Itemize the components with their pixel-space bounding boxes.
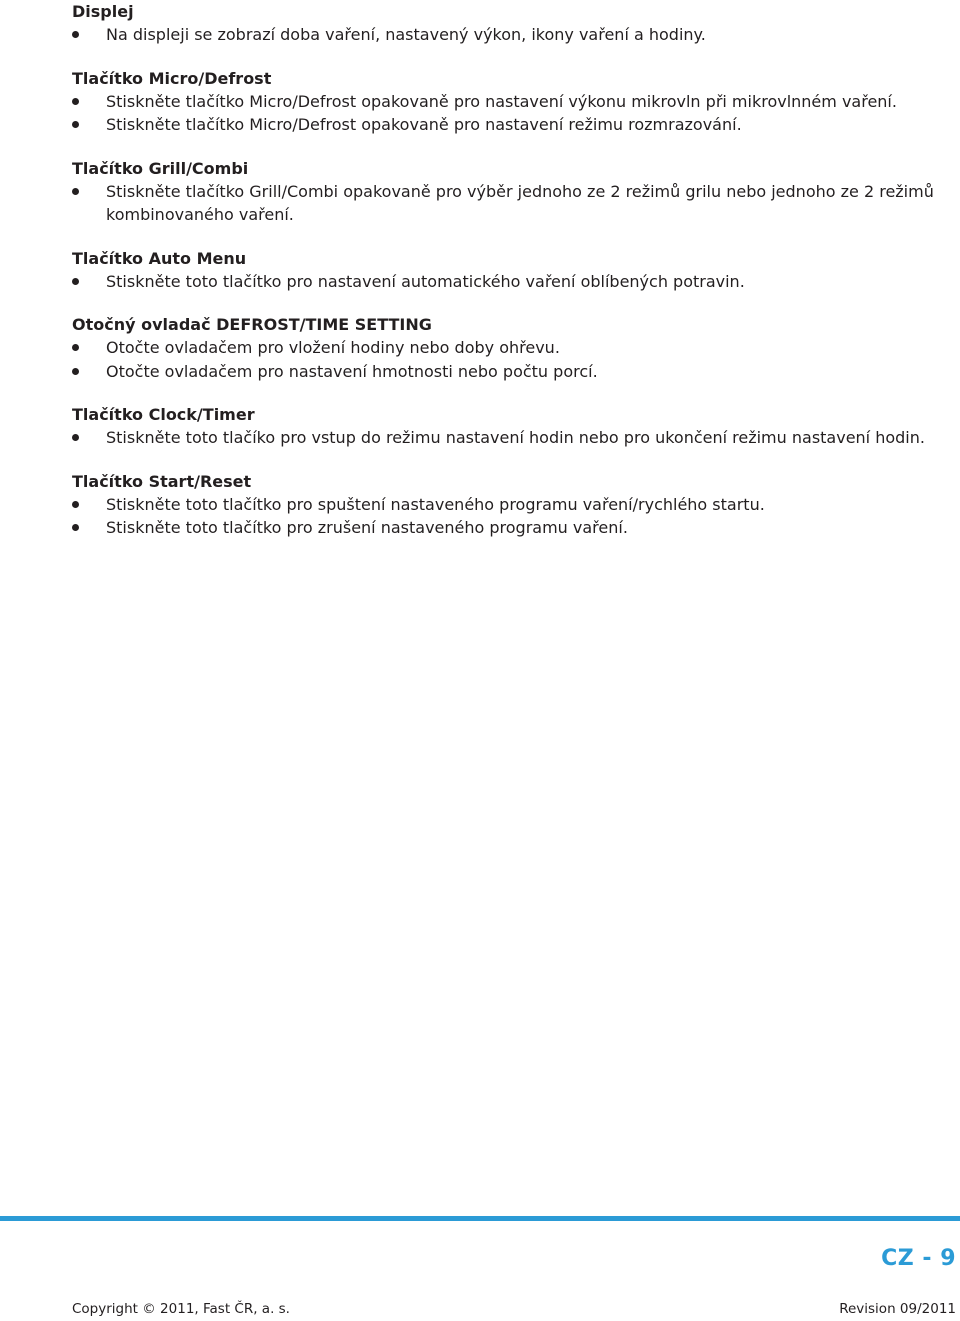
bullet-icon (72, 278, 79, 285)
revision-label: Revision 09/2011 (839, 1301, 956, 1317)
section-heading: Tlačítko Grill/Combi (72, 158, 249, 178)
list-item-text: Otočte ovladačem pro nastavení hmotnosti nebo počtu porcí. (106, 361, 598, 381)
section-defrost-time-setting (72, 313, 960, 383)
section-grill-combi (72, 157, 960, 227)
list-item (72, 426, 960, 450)
footer-divider (0, 1216, 960, 1221)
bullet-list (72, 426, 960, 450)
section-heading: Otočný ovladač DEFROST/TIME SETTING (72, 315, 432, 334)
list-item-text: Stiskněte tlačítko Micro/Defrost opakovaně pro nastavení výkonu mikrovln při mikrovlnném vaření. (106, 91, 897, 111)
section-heading: Tlačítko Auto Menu (72, 248, 247, 268)
list-item-text: Stiskněte toto tlačíko pro vstup do režimu nastavení hodin nebo pro ukončení režimu nastavení hodin. (106, 428, 925, 447)
bullet-icon (72, 188, 79, 195)
list-item (72, 336, 960, 360)
section-heading: Tlačítko Micro/Defrost (72, 68, 272, 88)
list-item-text: Na displeji se zobrazí doba vaření, nastavený výkon, ikony vaření a hodiny. (106, 25, 706, 44)
list-item (72, 516, 960, 540)
section-heading: Tlačítko Start/Reset (72, 471, 252, 491)
list-item (72, 180, 960, 227)
bullet-list (72, 180, 960, 227)
bullet-icon (72, 98, 79, 105)
list-item (72, 270, 960, 294)
list-item-text: Stiskněte toto tlačítko pro spuštení nastaveného programu vaření/rychlého startu. (106, 494, 765, 514)
section-clock-timer (72, 403, 960, 450)
list-item-text: Otočte ovladačem pro vložení hodiny nebo doby ohřevu. (106, 338, 560, 357)
bullet-list (72, 493, 960, 540)
bullet-list (72, 90, 960, 137)
bullet-icon (72, 368, 79, 375)
section-displej (72, 0, 960, 47)
section-start-reset (72, 470, 960, 540)
section-heading: Displej (72, 2, 134, 21)
list-item-text: Stiskněte toto tlačítko pro nastavení automatického vaření oblíbených potravin. (106, 271, 745, 291)
list-item (72, 23, 960, 47)
bullet-icon (72, 524, 79, 531)
list-item (72, 113, 960, 137)
section-auto-menu (72, 247, 960, 294)
section-heading: Tlačítko Clock/Timer (72, 405, 255, 424)
list-item (72, 493, 960, 517)
bullet-icon (72, 434, 79, 441)
bullet-list (72, 270, 960, 294)
list-item-text: Stiskněte tlačítko Grill/Combi opakovaně pro výběr jednoho ze 2 režimů grilu nebo jednoho ze 2 režimů kombinovaného vaření. (106, 181, 934, 224)
bullet-list (72, 23, 960, 47)
bullet-icon (72, 31, 79, 38)
copyright-notice: Copyright © 2011, Fast ČR, a. s. (72, 1301, 290, 1317)
bullet-icon (72, 344, 79, 351)
list-item (72, 90, 960, 114)
page-number: CZ - 9 (881, 1246, 956, 1271)
list-item-text: Stiskněte toto tlačítko pro zrušení nastaveného programu vaření. (106, 518, 628, 537)
bullet-icon (72, 501, 79, 508)
bullet-icon (72, 121, 79, 128)
document-body (72, 0, 960, 560)
list-item (72, 360, 960, 384)
list-item-text: Stiskněte tlačítko Micro/Defrost opakovaně pro nastavení režimu rozmrazování. (106, 115, 742, 134)
bullet-list (72, 336, 960, 383)
section-micro-defrost (72, 67, 960, 137)
